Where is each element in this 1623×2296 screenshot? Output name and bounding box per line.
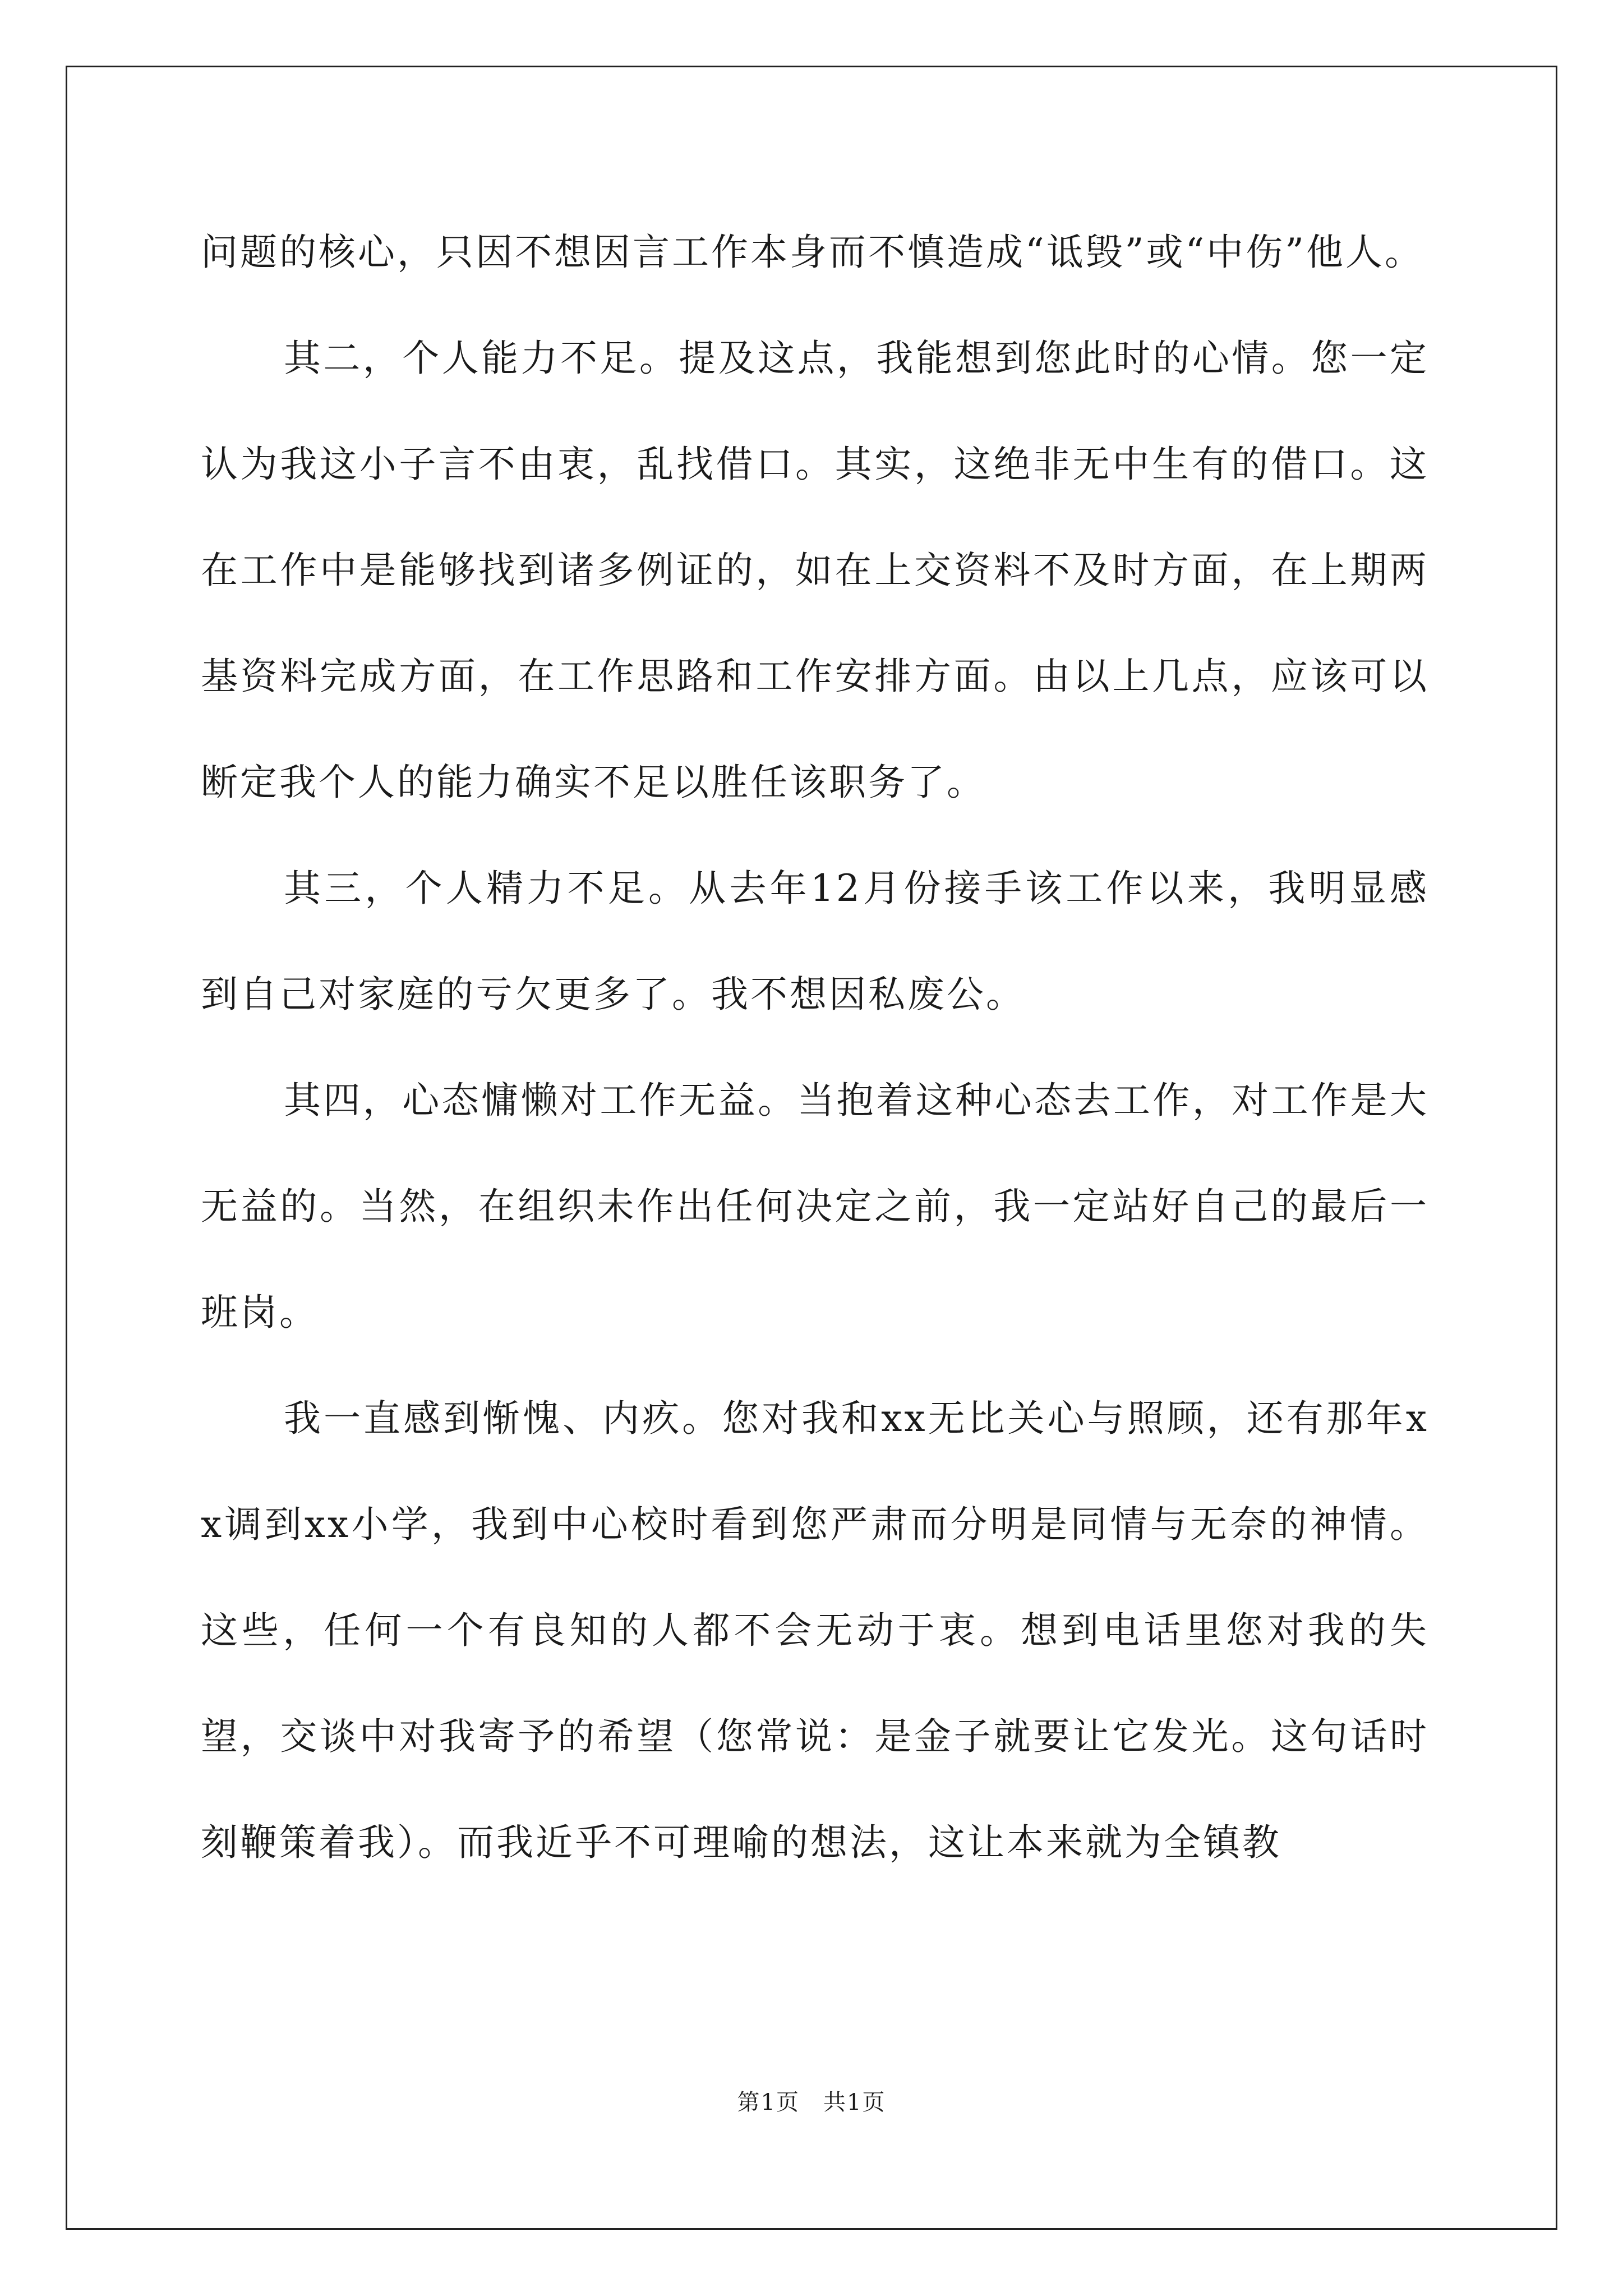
paragraph-2: 其二，个人能力不足。提及这点，我能想到您此时的心情。您一定认为我这小子言不由衷，乱找借口。其实，这绝非无中生有的借口。这在工作中是能够找到诸多例证的，如在上交资料不及时方面，在上期两基资料完成方面，在工作思路和工作安排方面。由以上几点，应该可以断定我个人的能力确实不足以胜任该职务了。 [201, 337, 1429, 804]
document-body [201, 199, 1429, 1895]
paragraph-4: 其四，心态慵懒对工作无益。当抱着这种心态去工作，对工作是大无益的。当然，在组织未作出任何决定之前，我一定站好自己的最后一班岗。 [201, 1079, 1429, 1334]
page-footer: 第1页 共1页 [737, 2090, 886, 2115]
paragraph-1: 问题的核心，只因不想因言工作本身而不慎造成“诋毁”或“中伤”他人。 [201, 231, 1424, 274]
paragraph-3: 其三，个人精力不足。从去年12月份接手该工作以来，我明显感到自己对家庭的亏欠更多了。我不想因私废公。 [201, 867, 1429, 1016]
paragraph-5: 我一直感到惭愧、内疚。您对我和xx无比关心与照顾，还有那年xx调到xx小学，我到中心校时看到您严肃而分明是同情与无奈的神情。这些，任何一个有良知的人都不会无动于衷。想到电话里您对我的失望，交谈中对我寄予的希望（您常说：是金子就要让它发光。这句话时刻鞭策着我）。而我近乎不可理喻的想法，这让本来就为全镇教 [201, 1397, 1429, 1864]
